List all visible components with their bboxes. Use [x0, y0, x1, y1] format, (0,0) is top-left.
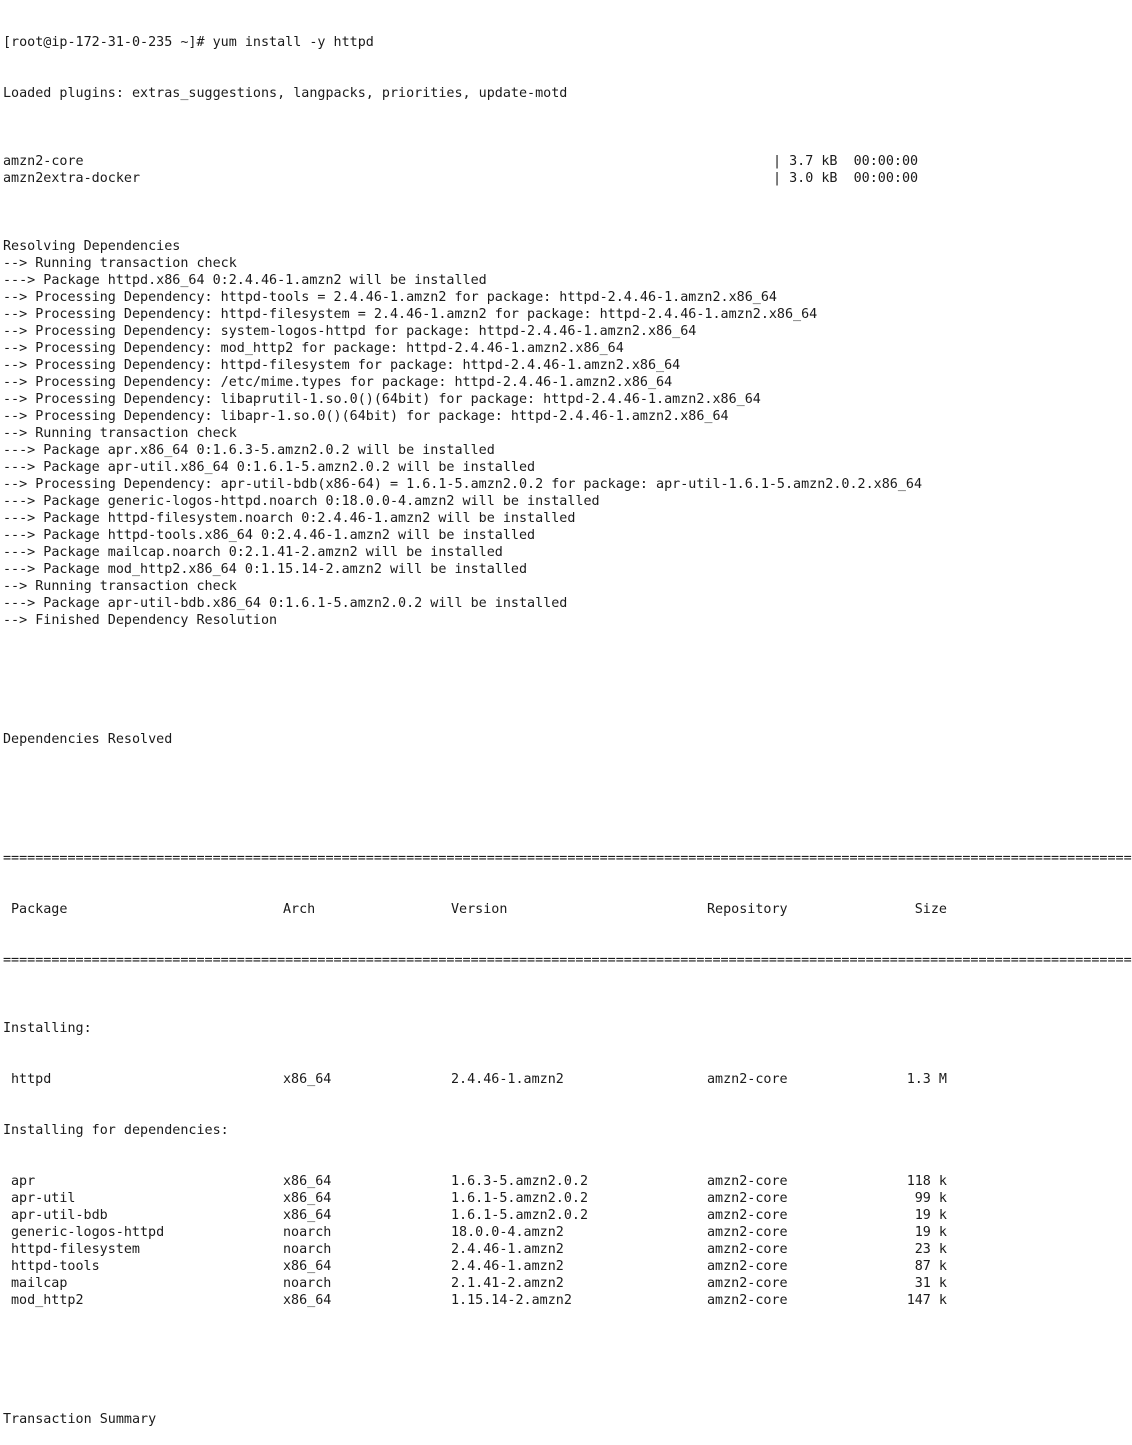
table-separator-bottom: ============================================================================================================================================ — [3, 953, 1132, 968]
log-line: ---> Package apr-util-bdb.x86_64 0:1.6.1-5.amzn2.0.2 will be installed — [3, 596, 568, 611]
cell-arch: x86_64 — [283, 1259, 332, 1274]
cell-package: httpd — [11, 1072, 52, 1087]
table-row — [3, 1258, 1008, 1275]
dependencies-resolved-line: Dependencies Resolved — [3, 732, 173, 747]
cell-repository: amzn2-core — [707, 1191, 788, 1206]
cell-version: 2.4.46-1.amzn2 — [451, 1072, 564, 1087]
blank-line — [3, 782, 1008, 799]
dependency-rows — [3, 1173, 1008, 1309]
log-line: ---> Package httpd-filesystem.noarch 0:2.4.46-1.amzn2 will be installed — [3, 511, 576, 526]
log-line: ---> Package mod_http2.x86_64 0:1.15.14-2.amzn2 will be installed — [3, 562, 528, 577]
cell-repository: amzn2-core — [707, 1225, 788, 1240]
cell-version: 2.1.41-2.amzn2 — [451, 1276, 564, 1291]
cell-arch: x86_64 — [283, 1208, 332, 1223]
cell-version: 1.6.3-5.amzn2.0.2 — [451, 1174, 589, 1189]
log-line: --> Processing Dependency: mod_http2 for package: httpd-2.4.46-1.amzn2.x86_64 — [3, 341, 624, 356]
table-header-row — [3, 901, 1008, 918]
table-row — [3, 1241, 1008, 1258]
log-line: --> Running transaction check — [3, 579, 237, 594]
header-size: Size — [914, 902, 947, 917]
cell-arch: noarch — [283, 1276, 332, 1291]
log-line: ---> Package mailcap.noarch 0:2.1.41-2.amzn2 will be installed — [3, 545, 503, 560]
repo-name: amzn2-core — [3, 154, 84, 169]
log-line: --> Processing Dependency: httpd-filesystem for package: httpd-2.4.46-1.amzn2.x86_64 — [3, 358, 681, 373]
log-line: ---> Package apr.x86_64 0:1.6.3-5.amzn2.0.2 will be installed — [3, 443, 495, 458]
log-line: --> Finished Dependency Resolution — [3, 613, 278, 628]
repo-row — [3, 170, 1008, 187]
blank-line — [3, 1360, 1008, 1377]
log-line: ---> Package apr-util.x86_64 0:1.6.1-5.amzn2.0.2 will be installed — [3, 460, 536, 475]
cell-version: 2.4.46-1.amzn2 — [451, 1259, 564, 1274]
prompt-command-line: [root@ip-172-31-0-235 ~]# yum install -y httpd — [3, 35, 374, 50]
log-line: ---> Package httpd-tools.x86_64 0:2.4.46-1.amzn2 will be installed — [3, 528, 536, 543]
table-separator-top: ============================================================================================================================================ — [3, 851, 1132, 866]
cell-arch: x86_64 — [283, 1072, 332, 1087]
cell-version: 18.0.0-4.amzn2 — [451, 1225, 564, 1240]
deps-section-label: Installing for dependencies: — [3, 1123, 229, 1138]
cell-size: 23 k — [914, 1242, 947, 1257]
table-row — [3, 1071, 1008, 1088]
loaded-plugins-line: Loaded plugins: extras_suggestions, langpacks, priorities, update-motd — [3, 86, 568, 101]
cell-arch: x86_64 — [283, 1293, 332, 1308]
log-line: ---> Package generic-logos-httpd.noarch 0:18.0.0-4.amzn2 will be installed — [3, 494, 600, 509]
cell-package: mailcap — [11, 1276, 68, 1291]
cell-repository: amzn2-core — [707, 1293, 788, 1308]
terminal-output[interactable] — [3, 0, 1132, 1427]
cell-version: 1.6.1-5.amzn2.0.2 — [451, 1208, 589, 1223]
repo-row — [3, 153, 1008, 170]
installing-section-label: Installing: — [3, 1021, 92, 1036]
cell-package: generic-logos-httpd — [11, 1225, 165, 1240]
cell-repository: amzn2-core — [707, 1072, 788, 1087]
log-line: --> Processing Dependency: system-logos-httpd for package: httpd-2.4.46-1.amzn2.x86_64 — [3, 324, 697, 339]
table-row — [3, 1173, 1008, 1190]
repo-list — [3, 153, 1008, 187]
cell-repository: amzn2-core — [707, 1174, 788, 1189]
cell-repository: amzn2-core — [707, 1259, 788, 1274]
log-line: --> Processing Dependency: httpd-filesystem = 2.4.46-1.amzn2 for package: httpd-2.4.46-1.amzn2.x86_64 — [3, 307, 818, 322]
cell-version: 1.6.1-5.amzn2.0.2 — [451, 1191, 589, 1206]
cell-size: 87 k — [914, 1259, 947, 1274]
header-arch: Arch — [283, 902, 316, 917]
cell-repository: amzn2-core — [707, 1276, 788, 1291]
cell-repository: amzn2-core — [707, 1242, 788, 1257]
log-line: Resolving Dependencies — [3, 239, 181, 254]
header-package: Package — [11, 902, 68, 917]
log-line: ---> Package httpd.x86_64 0:2.4.46-1.amzn2 will be installed — [3, 273, 487, 288]
repo-name: amzn2extra-docker — [3, 171, 141, 186]
log-line: --> Processing Dependency: libapr-1.so.0()(64bit) for package: httpd-2.4.46-1.amzn2.x86_64 — [3, 409, 729, 424]
table-row — [3, 1275, 1008, 1292]
cell-size: 147 k — [906, 1293, 947, 1308]
cell-package: httpd-tools — [11, 1259, 100, 1274]
log-line: --> Processing Dependency: apr-util-bdb(x86-64) = 1.6.1-5.amzn2.0.2 for package: apr-util-1.6.1-5.amzn2.0.2.x86_64 — [3, 477, 923, 492]
installing-rows — [3, 1071, 1008, 1088]
header-version: Version — [451, 902, 508, 917]
cell-package: apr — [11, 1174, 36, 1189]
table-row — [3, 1207, 1008, 1224]
table-row — [3, 1224, 1008, 1241]
header-repository: Repository — [707, 902, 788, 917]
cell-repository: amzn2-core — [707, 1208, 788, 1223]
cell-size: 99 k — [914, 1191, 947, 1206]
cell-version: 1.15.14-2.amzn2 — [451, 1293, 572, 1308]
log-line: --> Processing Dependency: libaprutil-1.so.0()(64bit) for package: httpd-2.4.46-1.amzn2.x86_64 — [3, 392, 761, 407]
repo-download-meta: | 3.0 kB 00:00:00 — [773, 171, 919, 186]
cell-package: apr-util-bdb — [11, 1208, 108, 1223]
cell-package: mod_http2 — [11, 1293, 84, 1308]
dependency-resolution-log — [3, 238, 1008, 629]
cell-size: 19 k — [914, 1225, 947, 1240]
cell-size: 19 k — [914, 1208, 947, 1223]
cell-version: 2.4.46-1.amzn2 — [451, 1242, 564, 1257]
cell-arch: noarch — [283, 1225, 332, 1240]
cell-arch: noarch — [283, 1242, 332, 1257]
log-line: --> Running transaction check — [3, 426, 237, 441]
log-line: --> Processing Dependency: httpd-tools = 2.4.46-1.amzn2 for package: httpd-2.4.46-1.amzn2.x86_64 — [3, 290, 777, 305]
cell-arch: x86_64 — [283, 1191, 332, 1206]
log-line: --> Running transaction check — [3, 256, 237, 271]
blank-line — [3, 680, 1008, 697]
cell-size: 31 k — [914, 1276, 947, 1291]
cell-size: 1.3 M — [906, 1072, 947, 1087]
table-row — [3, 1292, 1008, 1309]
table-row — [3, 1190, 1008, 1207]
cell-package: httpd-filesystem — [11, 1242, 140, 1257]
cell-package: apr-util — [11, 1191, 76, 1206]
repo-download-meta: | 3.7 kB 00:00:00 — [773, 154, 919, 169]
cell-arch: x86_64 — [283, 1174, 332, 1189]
transaction-summary-line: Transaction Summary — [3, 1412, 157, 1427]
cell-size: 118 k — [906, 1174, 947, 1189]
log-line: --> Processing Dependency: /etc/mime.types for package: httpd-2.4.46-1.amzn2.x86_64 — [3, 375, 673, 390]
